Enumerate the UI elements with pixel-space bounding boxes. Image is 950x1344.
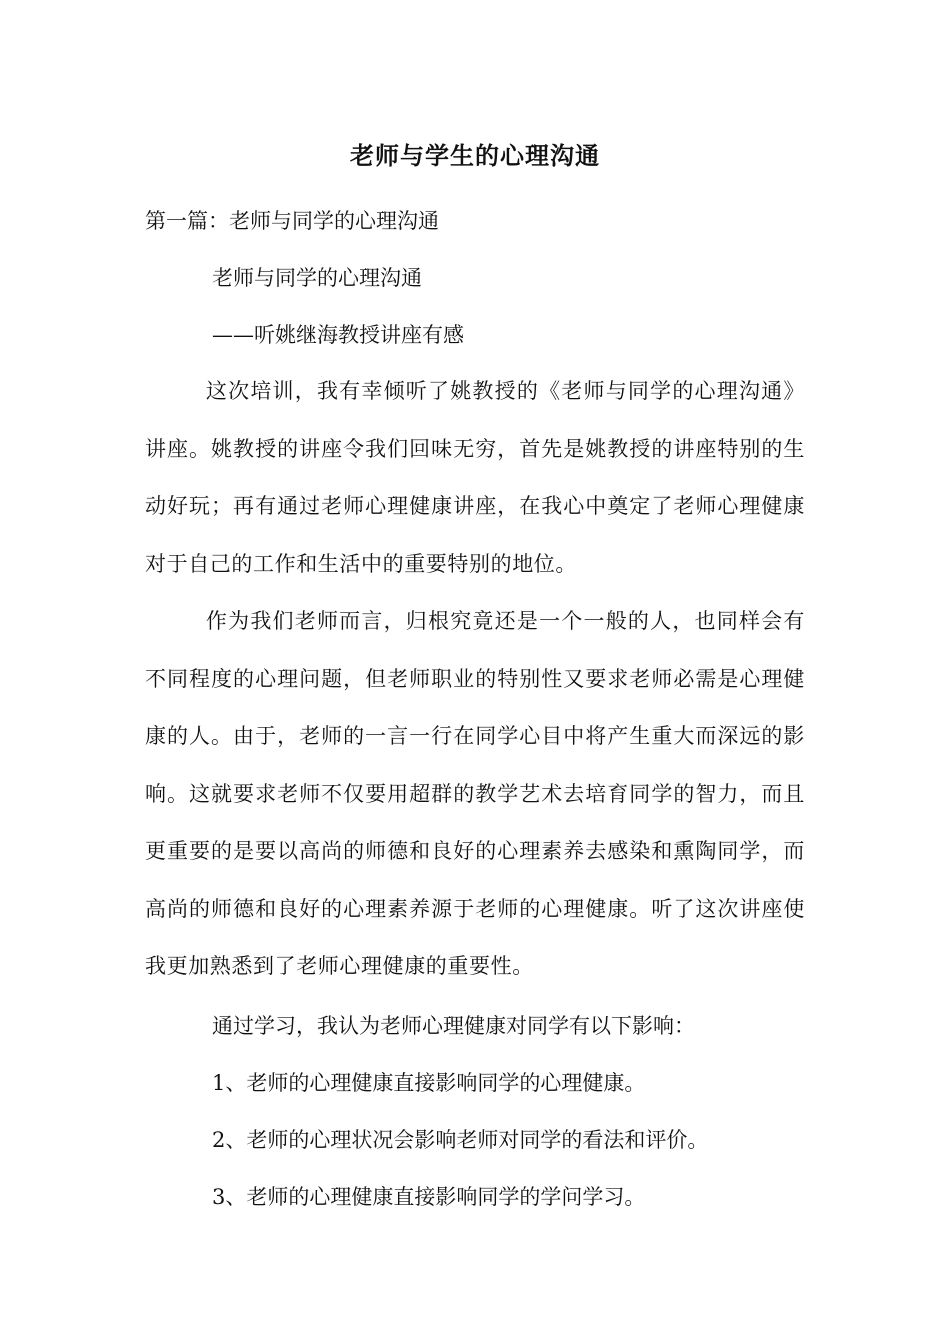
paragraph-2: 作为我们老师而言，归根究竟还是一个一般的人，也同样会有不同程度的心理问题，但老师职业的特别性又要求老师必需是心理健康的人。由于，老师的一言一行在同学心目中将产生重大而深远的影响。这就要求老师不仅要用超群的教学艺术去培育同学的智力，而且更重要的是要以高尚的师德和良好的心理素养去感染和熏陶同学，而高尚的师德和良好的心理素养源于老师的心理健康。听了这次讲座使我更加熟悉到了老师心理健康的重要性。 (145, 609, 805, 978)
document-title: 老师与学生的心理沟通 (350, 141, 600, 170)
section-heading: 第一篇：老师与同学的心理沟通 (145, 209, 439, 233)
sub-title: 老师与同学的心理沟通 (212, 266, 422, 290)
list-item: 2、老师的心理状况会影响老师对同学的看法和评价。 (212, 1128, 709, 1152)
paragraph-1: 这次培训，我有幸倾听了姚教授的《老师与同学的心理沟通》讲座。姚教授的讲座令我们回味无穷，首先是姚教授的讲座特别的生动好玩；再有通过老师心理健康讲座，在我心中奠定了老师心理健康对于自己的工作和生活中的重要特别的地位。 (145, 379, 805, 576)
intro-line: 通过学习，我认为老师心理健康对同学有以下影响： (212, 1014, 695, 1038)
byline: ——听姚继海教授讲座有感 (212, 323, 464, 347)
list-item: 3、老师的心理健康直接影响同学的学问学习。 (212, 1185, 646, 1209)
list-item: 1、老师的心理健康直接影响同学的心理健康。 (212, 1071, 646, 1095)
